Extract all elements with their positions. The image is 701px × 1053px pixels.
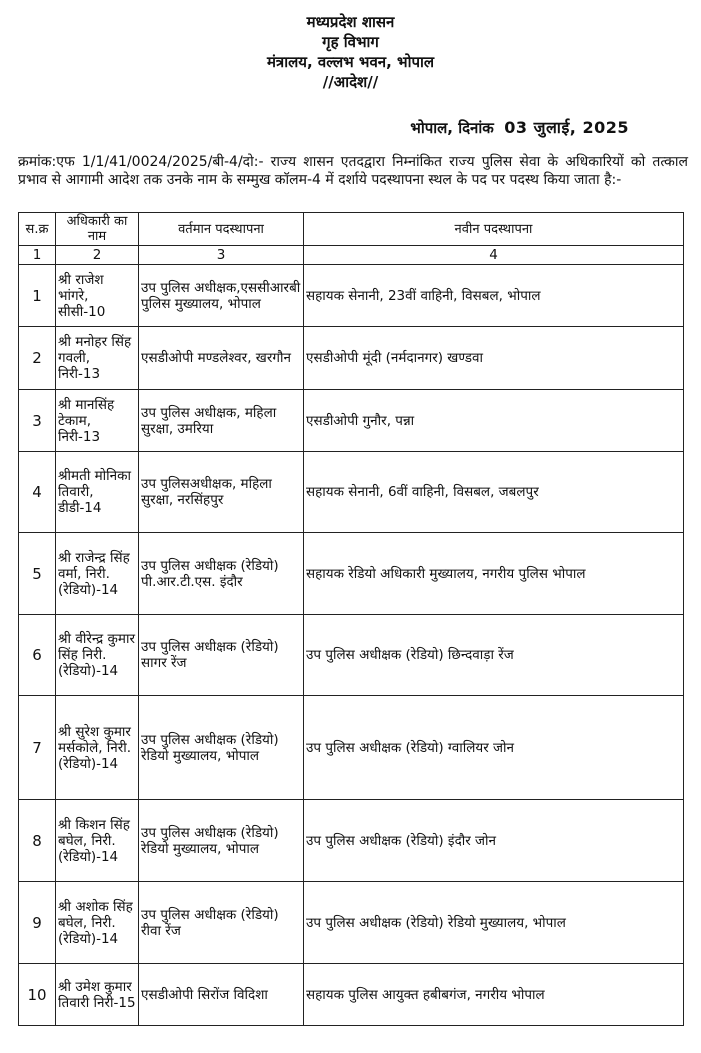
date-value: 03 जुलाई, 2025 bbox=[504, 118, 629, 137]
table-header-row bbox=[19, 213, 684, 246]
table-row bbox=[19, 452, 684, 533]
column-number: 2 bbox=[56, 246, 139, 265]
current-posting: उप पुलिस अधीक्षक (रेडियो) पी.आर.टी.एस. इंदौर bbox=[139, 533, 304, 615]
officer-name: श्री सुरेश कुमार मर्सकोले, निरी. (रेडियो)-14 bbox=[56, 696, 139, 800]
date-prefix: भोपाल, दिनांक bbox=[410, 119, 494, 137]
officer-name: श्री मनोहर सिंह गवली, निरी-13 bbox=[56, 327, 139, 390]
new-posting: सहायक रेडियो अधिकारी मुख्यालय, नगरीय पुलिस भोपाल bbox=[304, 533, 684, 615]
serial-number: 4 bbox=[19, 452, 56, 533]
officer-name: श्री राजेश भांगरे, सीसी-10 bbox=[56, 265, 139, 327]
govt-title: मध्यप्रदेश शासन bbox=[306, 13, 395, 31]
new-posting: सहायक पुलिस आयुक्त हबीबगंज, नगरीय भोपाल bbox=[304, 964, 684, 1026]
officer-name: श्री किशन सिंह बघेल, निरी. (रेडियो)-14 bbox=[56, 800, 139, 882]
table-row bbox=[19, 800, 684, 882]
posting-table bbox=[18, 212, 684, 1026]
current-posting: उप पुलिस अधीक्षक (रेडियो) रेडियो मुख्यालय, भोपाल bbox=[139, 696, 304, 800]
current-posting: एसडीओपी सिरोंज विदिशा bbox=[139, 964, 304, 1026]
office-address: मंत्रालय, वल्लभ भवन, भोपाल bbox=[266, 53, 435, 71]
current-posting: उप पुलिस अधीक्षक (रेडियो) सागर रेंज bbox=[139, 615, 304, 696]
serial-number: 2 bbox=[19, 327, 56, 390]
officer-name: श्रीमती मोनिका तिवारी, डीडी-14 bbox=[56, 452, 139, 533]
serial-number: 3 bbox=[19, 390, 56, 452]
table-row bbox=[19, 390, 684, 452]
table-row bbox=[19, 882, 684, 964]
serial-number: 6 bbox=[19, 615, 56, 696]
order-date bbox=[410, 116, 629, 138]
serial-number: 1 bbox=[19, 265, 56, 327]
header-serial: स.क्र bbox=[19, 213, 56, 246]
officer-name: श्री अशोक सिंह बघेल, निरी. (रेडियो)-14 bbox=[56, 882, 139, 964]
new-posting: एसडीओपी गुनौर, पन्ना bbox=[304, 390, 684, 452]
document-header bbox=[0, 12, 701, 92]
serial-number: 7 bbox=[19, 696, 56, 800]
current-posting: उप पुलिस अधीक्षक (रेडियो) रीवा रेंज bbox=[139, 882, 304, 964]
header-current-posting: वर्तमान पदस्थापना bbox=[139, 213, 304, 246]
table-row bbox=[19, 533, 684, 615]
serial-number: 5 bbox=[19, 533, 56, 615]
serial-number: 8 bbox=[19, 800, 56, 882]
current-posting: उप पुलिस अधीक्षक (रेडियो) रेडियो मुख्यालय, भोपाल bbox=[139, 800, 304, 882]
column-number: 3 bbox=[139, 246, 304, 265]
new-posting: उप पुलिस अधीक्षक (रेडियो) ग्वालियर जोन bbox=[304, 696, 684, 800]
new-posting: सहायक सेनानी, 23वीं वाहिनी, विसबल, भोपाल bbox=[304, 265, 684, 327]
header-officer-name: अधिकारी का नाम bbox=[56, 213, 139, 246]
serial-number: 10 bbox=[19, 964, 56, 1026]
current-posting: उप पुलिसअधीक्षक, महिला सुरक्षा, नरसिंहपुर bbox=[139, 452, 304, 533]
current-posting: एसडीओपी मण्डलेश्वर, खरगौन bbox=[139, 327, 304, 390]
column-number: 4 bbox=[304, 246, 684, 265]
table-row bbox=[19, 964, 684, 1026]
officer-name: श्री वीरेन्द्र कुमार सिंह निरी. (रेडियो)-14 bbox=[56, 615, 139, 696]
order-title: //आदेश// bbox=[322, 73, 379, 91]
table-row bbox=[19, 615, 684, 696]
table-row bbox=[19, 696, 684, 800]
new-posting: उप पुलिस अधीक्षक (रेडियो) रेडियो मुख्यालय, भोपाल bbox=[304, 882, 684, 964]
column-number-row bbox=[19, 246, 684, 265]
officer-name: श्री उमेश कुमार तिवारी निरी-15 bbox=[56, 964, 139, 1026]
new-posting: एसडीओपी मूंदी (नर्मदानगर) खण्डवा bbox=[304, 327, 684, 390]
officer-name: श्री राजेन्द्र सिंह वर्मा, निरी. (रेडियो)-14 bbox=[56, 533, 139, 615]
header-new-posting: नवीन पदस्थापना bbox=[304, 213, 684, 246]
table-row bbox=[19, 327, 684, 390]
serial-number: 9 bbox=[19, 882, 56, 964]
new-posting: सहायक सेनानी, 6वीं वाहिनी, विसबल, जबलपुर bbox=[304, 452, 684, 533]
order-intro-paragraph: क्रमांक:एफ 1/1/41/0024/2025/बी-4/दो:- राज्य शासन एतदद्वारा निम्नांकित राज्य पुलिस सेवा के अधिकारियों को तत्काल प्रभाव से आगामी आदेश तक उनके नाम के सम्मुख कॉलम-4 में दर्शाये पदस्थापना स्थल के पद पर पदस्थ किया जाता है:- bbox=[18, 154, 688, 188]
current-posting: उप पुलिस अधीक्षक, महिला सुरक्षा, उमरिया bbox=[139, 390, 304, 452]
table-row bbox=[19, 265, 684, 327]
column-number: 1 bbox=[19, 246, 56, 265]
current-posting: उप पुलिस अधीक्षक,एससीआरबी पुलिस मुख्यालय, भोपाल bbox=[139, 265, 304, 327]
new-posting: उप पुलिस अधीक्षक (रेडियो) इंदौर जोन bbox=[304, 800, 684, 882]
new-posting: उप पुलिस अधीक्षक (रेडियो) छिन्दवाड़ा रेंज bbox=[304, 615, 684, 696]
department-title: गृह विभाग bbox=[322, 33, 379, 51]
officer-name: श्री मानसिंह टेकाम, निरी-13 bbox=[56, 390, 139, 452]
